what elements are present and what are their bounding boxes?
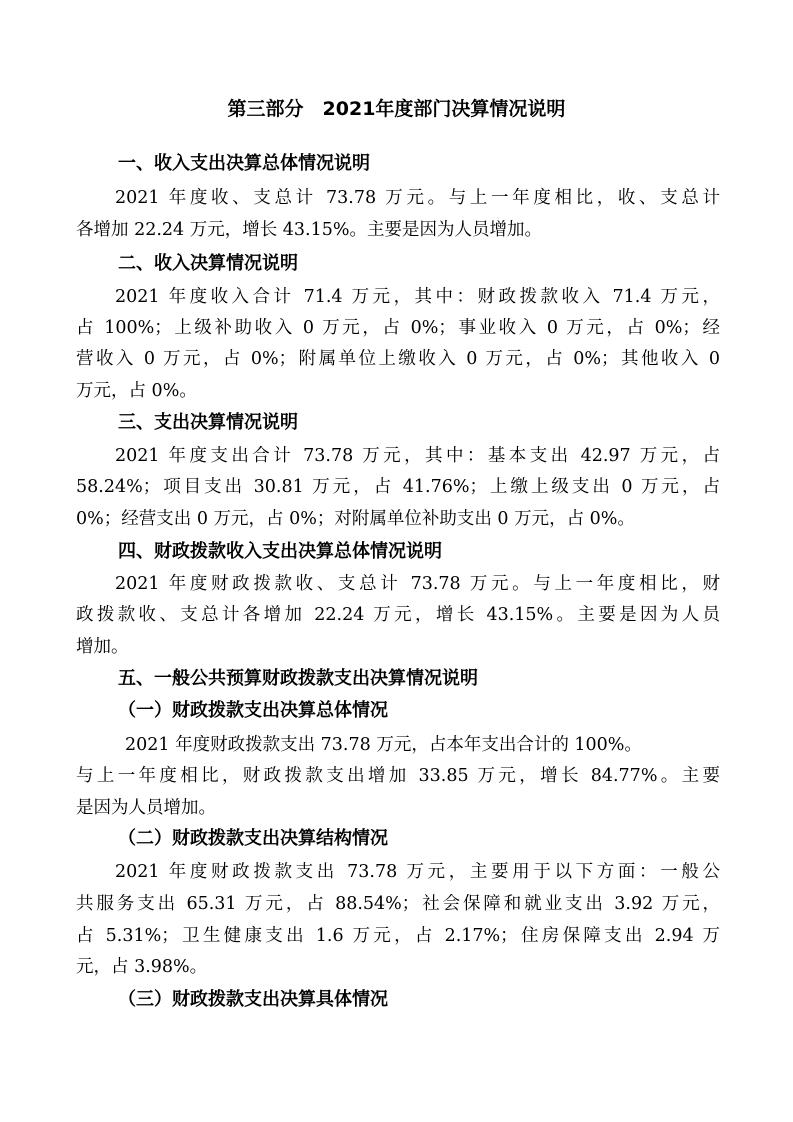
section-heading-2: 二、收入决算情况说明 [118,253,298,274]
paragraph-line: 占 100%；上级补助收入 0 万元，占 0%；事业收入 0 万元，占 0%；经 [76,318,720,338]
paragraph-line: 共服务支出 65.31 万元，占 88.54%；社会保障和就业支出 3.92 万元， [76,894,720,914]
paragraph-line: 元，占 3.98%。 [76,957,208,977]
paragraph-line: 政拨款收、支总计各增加 22.24 万元，增长 43.15%。主要是因为人员 [76,605,720,625]
subsection-heading-3: （三）财政拨款支出决算具体情况 [118,989,388,1010]
paragraph-line: 各增加 22.24 万元，增长 43.15%。主要是因为人员增加。 [76,220,543,240]
section-heading-4: 四、财政拨款收入支出决算总体情况说明 [118,541,442,562]
paragraph-line: 是因为人员增加。 [76,798,216,818]
section-heading-5: 五、一般公共预算财政拨款支出决算情况说明 [118,668,478,689]
paragraph-line: 2021 年度支出合计 73.78 万元，其中：基本支出 42.97 万元，占 [115,446,720,466]
paragraph-line: 2021 年度收入合计 71.4 万元，其中：财政拨款收入 71.4 万元， [115,287,720,307]
paragraph-line: 占 5.31%；卫生健康支出 1.6 万元，占 2.17%；住房保障支出 2.94 万 [76,926,720,946]
subsection-heading-2: （二）财政拨款支出决算结构情况 [118,828,388,849]
page-title: 第三部分 2021年度部门决算情况说明 [227,98,566,120]
paragraph-line: 0%；经营支出 0 万元，占 0%；对附属单位补助支出 0 万元，占 0%。 [76,509,635,529]
paragraph-line: 58.24%；项目支出 30.81 万元，占 41.76%；上缴上级支出 0 万元，占 [76,477,720,497]
subsection-heading-1: （一）财政拨款支出决算总体情况 [118,700,388,721]
paragraph-line: 2021 年度财政拨款支出 73.78 万元，主要用于以下方面：一般公 [115,862,720,882]
paragraph-line: 营收入 0 万元，占 0%；附属单位上缴收入 0 万元，占 0%；其他收入 0 [76,349,720,369]
paragraph-line: 2021 年度财政拨款收、支总计 73.78 万元。与上一年度相比，财 [115,574,720,594]
paragraph-line: 万元，占 0%。 [76,381,197,401]
section-heading-3: 三、支出决算情况说明 [118,412,298,433]
paragraph-line: 2021 年度财政拨款支出 73.78 万元，占本年支出合计的 100%。 [125,735,642,755]
paragraph-line: 2021 年度收、支总计 73.78 万元。与上一年度相比，收、支总计 [115,188,720,208]
section-heading-1: 一、收入支出决算总体情况说明 [118,153,370,174]
paragraph-line: 增加。 [76,637,129,657]
paragraph-line: 与上一年度相比，财政拨款支出增加 33.85 万元，增长 84.77%。主要 [76,766,720,786]
